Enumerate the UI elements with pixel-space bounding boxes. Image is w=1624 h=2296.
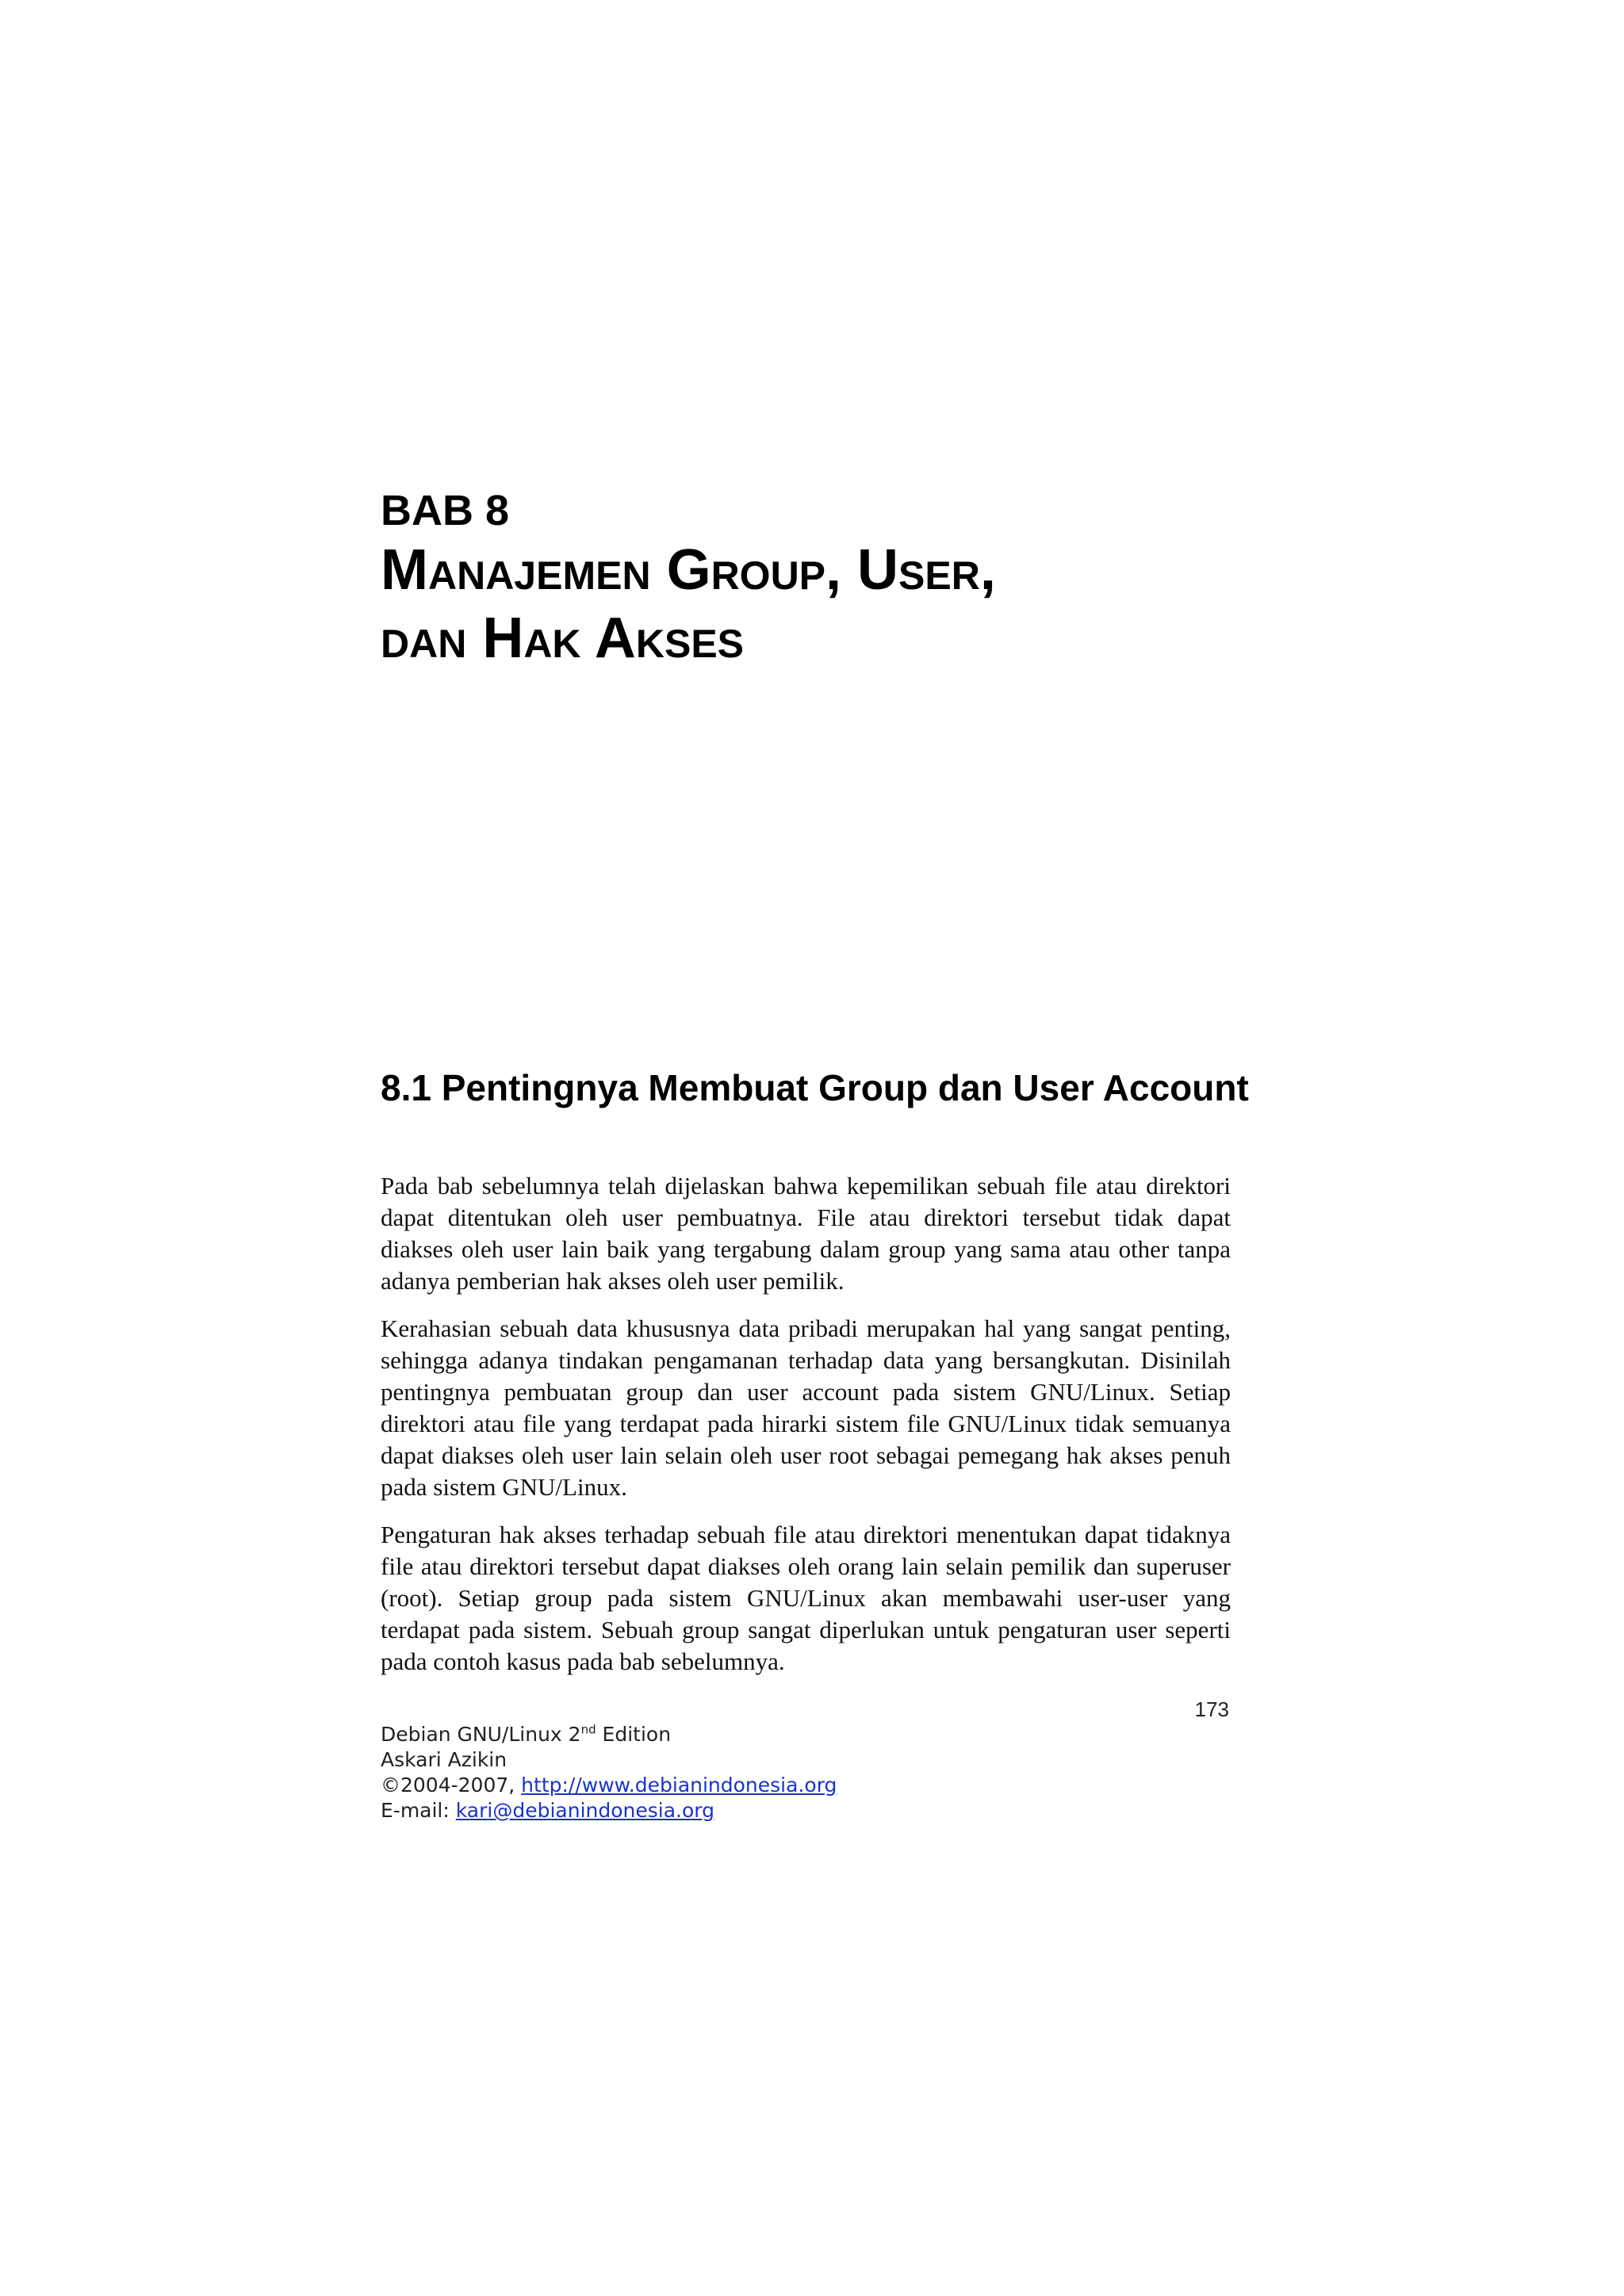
footer-copyright-prefix: ©2004-2007, [381, 1774, 522, 1797]
chapter-title-line-1: Manajemen Group, User, [381, 538, 996, 602]
footer-website-link[interactable]: http://www.debianindonesia.org [521, 1774, 837, 1797]
footer-book-title-sup: nd [580, 1722, 596, 1737]
chapter-label: BAB 8 [381, 487, 510, 534]
section-heading: 8.1 Pentingnya Membuat Group dan User Account [381, 1067, 1249, 1108]
footer-copyright [381, 1773, 1015, 1798]
footer-book-title [381, 1722, 1015, 1747]
paragraph-3: Pengaturan hak akses terhadap sebuah file atau direktori menentukan dapat tidaknya file atau direktori tersebut dapat diakses oleh orang lain selain pemilik dan superuser (root). Setiap group pada sistem GNU/Linux akan membawahi user-user yang terdapat pada sistem. Sebuah group sangat diperlukan untuk pengaturan user seperti pada contoh kasus pada bab sebelumnya. [381, 1521, 1231, 1675]
footer-book-title-prefix: Debian GNU/Linux 2 [381, 1723, 581, 1746]
footer-email [381, 1798, 1015, 1823]
footer [381, 1722, 1015, 1823]
body-text [381, 1170, 1231, 1693]
footer-email-prefix: E-mail: [381, 1799, 456, 1822]
footer-book-title-suffix: Edition [596, 1723, 672, 1746]
paragraph-1: Pada bab sebelumnya telah dijelaskan bahwa kepemilikan sebuah file atau direktori dapat ditentukan oleh user pembuatnya. File atau direktori tersebut tidak dapat diakses oleh user lain baik yang tergabung dalam group yang sama atau other tanpa adanya pemberian hak akses oleh user pemilik. [381, 1172, 1231, 1295]
footer-author: Askari Azikin [381, 1748, 508, 1771]
page-number: 173 [1194, 1697, 1229, 1721]
paragraph-2: Kerahasian sebuah data khususnya data pribadi merupakan hal yang sangat penting, sehingga adanya tindakan pengamanan terhadap data yang bersangkutan. Disinilah pentingnya pembuatan group dan user account pada sistem GNU/Linux. Setiap direktori atau file yang terdapat pada hirarki sistem file GNU/Linux tidak semuanya dapat diakses oleh user lain selain oleh user root sebagai pemegang hak akses penuh pada sistem GNU/Linux. [381, 1314, 1231, 1501]
footer-email-link[interactable]: kari@debianindonesia.org [455, 1799, 714, 1822]
chapter-title [381, 536, 1332, 672]
chapter-title-line-2: dan Hak Akses [381, 607, 745, 670]
